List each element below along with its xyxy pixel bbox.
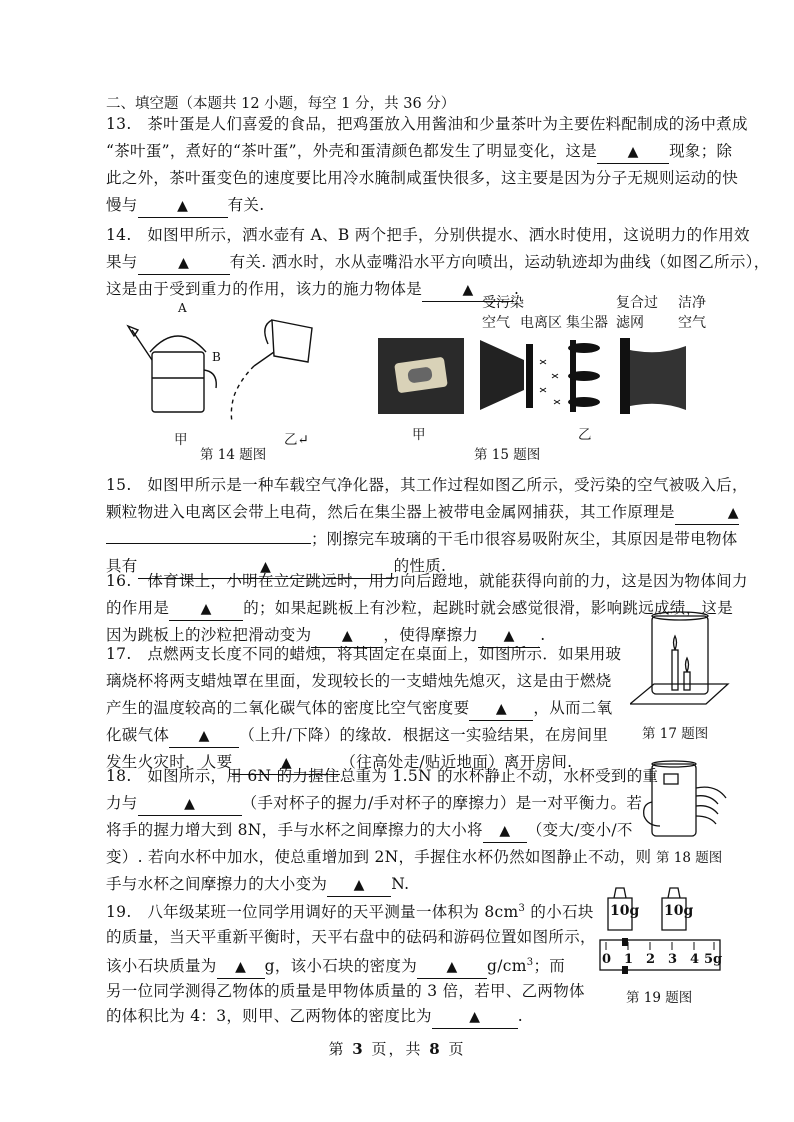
total-page-number: 8	[429, 1040, 442, 1058]
fig15-label-clean-2: 空气	[678, 315, 706, 331]
fig15-label-filter-2: 滤网	[616, 315, 644, 331]
q14-line3-tail: .	[514, 280, 520, 298]
q19-blank-3[interactable]	[432, 1005, 518, 1029]
blank-triangle: ▲	[495, 701, 507, 717]
q19-line1-tail: 的小石块	[525, 903, 594, 922]
purifier-diagram	[480, 330, 690, 418]
q15-line3-text: ；刚擦完车玻璃的干毛巾很容易吸附灰尘，其原因是带电物体	[311, 530, 738, 548]
hand-cup-figure	[630, 758, 730, 842]
air-purifier-photo	[378, 338, 464, 414]
fig15-label-filter-1: 复合过	[616, 295, 658, 311]
fig14-label-b: B	[212, 350, 221, 364]
weight-label-1: 10g	[610, 903, 640, 919]
fig15-label-yi: 乙	[578, 427, 592, 443]
q16-line3-mid: ，使得摩擦力	[383, 626, 479, 644]
q15-blank-1-cont[interactable]	[106, 543, 311, 544]
q14-line2-tail: 有关. 洒水时，水从壶嘴沿水平方向喷出，运动轨迹却为曲线（如图乙所示），	[229, 253, 770, 271]
q17-line2: 璃烧杯将两支蜡烛罩在里面，发现较长的一支蜡烛先熄灭，这是由于燃烧	[106, 672, 612, 690]
footer-mid: 页，共	[364, 1040, 430, 1058]
blank-triangle: ▲	[280, 755, 292, 771]
candle-beaker-figure	[630, 608, 730, 718]
fig14-caption: 第 14 题图	[200, 447, 267, 463]
q17-blank-2[interactable]	[169, 724, 239, 748]
q18-line2-text: 力与	[106, 794, 138, 812]
blank-triangle: ▲	[469, 1009, 481, 1026]
fig14-label-a: A	[178, 301, 187, 315]
q16-blank-1[interactable]	[169, 597, 243, 621]
q19-line3-sup: 3	[526, 957, 534, 969]
question-17	[106, 641, 636, 776]
scale-tick-1: 1	[624, 952, 634, 967]
q15-blank-1[interactable]	[675, 501, 739, 525]
question-14	[106, 222, 770, 303]
blank-triangle: ▲	[462, 282, 474, 298]
q15-line1: 15. 如图甲所示是一种车载空气净化器，其工作过程如图乙所示，受污染的空气被吸入后，	[106, 476, 748, 494]
blank-triangle: ▲	[727, 505, 739, 521]
q18-line1: 18. 如图所示，用 6N 的力握住总重为 1.5N 的水杯静止不动，水杯受到的重	[106, 767, 659, 785]
fig18-caption: 第 18 题图	[656, 850, 723, 866]
blank-triangle: ▲	[446, 959, 458, 976]
q17-line3-text: 产生的温度较高的二氧化碳气体的密度比空气密度要	[106, 699, 470, 717]
q19-line1-sup: 3	[518, 903, 526, 914]
q18-line2-tail: （手对杯子的握力/手对杯子的摩擦力）是一对平衡力。若	[241, 794, 643, 812]
q16-line2-text: 的作用是	[106, 599, 170, 617]
q13-blank-1[interactable]	[597, 140, 669, 164]
fig15-label-ion: 电离区	[520, 315, 562, 331]
fig14-label-yi: 乙↵	[284, 432, 309, 448]
q17-line4-text: 化碳气体	[106, 726, 170, 744]
q16-line3-text: 因为跳板上的沙粒把滑动变为	[106, 626, 312, 644]
blank-triangle: ▲	[200, 601, 212, 617]
fig19-caption: 第 19 题图	[626, 990, 693, 1006]
q19-blank-2[interactable]	[417, 955, 487, 979]
scale-tick-3: 3	[668, 952, 678, 967]
blank-triangle: ▲	[235, 959, 247, 976]
q13-line1: 13. 茶叶蛋是人们喜爱的食品，把鸡蛋放入用酱油和少量茶叶为主要佐料配制成的汤中煮成	[106, 115, 748, 133]
q19-line1-text: 19. 八年级某班一位同学用调好的天平测量一体积为 8cm	[106, 903, 519, 922]
q13-line4-text: 慢与	[106, 196, 138, 214]
q13-line2-tail: 现象；除	[669, 142, 733, 160]
fig15-label-clean-1: 洁净	[678, 295, 706, 311]
q15-line4-text: 具有	[106, 557, 138, 575]
q17-line5-text: 发生火灾时，人要	[106, 753, 233, 771]
q17-line1: 17. 点燃两支长度不同的蜡烛，将其固定在桌面上，如图所示．如果用玻	[106, 645, 622, 663]
fig17-caption: 第 17 题图	[642, 726, 709, 742]
q15-line4-tail: 的性质.	[393, 557, 447, 575]
q16-line1: 16. 体育课上，小明在立定跳远时，用力向后蹬地，就能获得向前的力，这是因为物体间力	[106, 572, 748, 590]
q19-line4: 另一位同学测得乙物体的质量是甲物体质量的 3 倍，若甲、乙两物体	[106, 982, 585, 1001]
q19-line3-unit: g/cm	[487, 957, 527, 976]
fig15-caption: 第 15 题图	[474, 447, 541, 463]
question-18	[106, 763, 659, 898]
q19-line3-text: 该小石块质量为	[106, 957, 217, 976]
footer-suffix: 页	[441, 1040, 466, 1058]
current-page-number: 3	[352, 1040, 365, 1058]
q19-line5-text: 的体积比为 4：3，则甲、乙两物体的密度比为	[106, 1007, 432, 1026]
q14-line1: 14. 如图甲所示，洒水壶有 A、B 两个把手，分别供提水、洒水时使用，这说明力的作用效	[106, 226, 750, 244]
scale-tick-2: 2	[646, 952, 656, 967]
footer-prefix: 第	[328, 1040, 353, 1058]
q18-blank-2[interactable]	[483, 819, 527, 843]
q18-line5-tail: N.	[391, 875, 410, 893]
q19-blank-1[interactable]	[217, 955, 265, 979]
q16-line3-tail: .	[540, 626, 546, 644]
q14-blank-1[interactable]	[138, 251, 230, 275]
question-15	[106, 472, 748, 580]
fig15-label-jia: 甲	[412, 427, 426, 443]
blank-triangle: ▲	[178, 255, 190, 271]
blank-triangle: ▲	[177, 198, 189, 214]
blank-triangle: ▲	[198, 728, 210, 744]
q17-blank-1[interactable]	[469, 697, 533, 721]
q19-line3-mid: g，该小石块的密度为	[264, 957, 418, 976]
blank-triangle: ▲	[503, 628, 515, 644]
q18-blank-1[interactable]	[138, 792, 242, 816]
q18-line5-text: 手与水杯之间摩擦力的大小变为	[106, 875, 328, 893]
q18-line3-text: 将手的握力增大到 8N，手与水杯之间摩擦力的大小将	[106, 821, 483, 839]
blank-triangle: ▲	[353, 877, 365, 893]
q13-line4-tail: 有关.	[227, 196, 265, 214]
scale-tick-0: 0	[602, 952, 612, 967]
watering-can-figure	[122, 300, 322, 430]
question-13	[106, 111, 748, 219]
fig15-label-dust: 集尘器	[566, 315, 608, 331]
q18-line3-tail: （变大/变小/不	[526, 821, 633, 839]
fig15-label-polluted: 受污染	[482, 295, 524, 311]
q17-line4-tail: （上升/下降）的缘故．根据这一实验结果，在房间里	[239, 726, 609, 744]
q13-blank-2[interactable]	[138, 194, 228, 218]
section-title: 二、填空题（本题共 12 小题，每空 1 分，共 36 分）	[106, 96, 456, 112]
blank-triangle: ▲	[260, 559, 272, 575]
q18-blank-3[interactable]	[327, 873, 391, 897]
weight-label-2: 10g	[664, 903, 694, 919]
q14-line2-text: 果与	[106, 253, 138, 271]
blank-triangle: ▲	[499, 823, 511, 839]
blank-triangle: ▲	[627, 144, 639, 160]
q17-line5-tail: （往高处走/贴近地面）离开房间.	[340, 753, 573, 771]
q15-line2-text: 颗粒物进入电离区会带上电荷，然后在集尘器上被带电金属网捕获，其工作原理是	[106, 503, 675, 521]
q13-line2-text: “茶叶蛋”，煮好的“茶叶蛋”，外壳和蛋清颜色都发生了明显变化，这是	[106, 142, 598, 160]
q16-line2-tail: 的；如果起跳板上有沙粒，起跳时就会感觉很滑，影响跳远成绩，这是	[243, 599, 734, 617]
q17-line3-tail: ，从而二氧	[533, 699, 613, 717]
fig14-label-jia: 甲	[174, 432, 188, 448]
blank-triangle: ▲	[341, 628, 353, 644]
q18-line4: 变）. 若向水杯中加水，使总重增加到 2N，手握住水杯仍然如图静止不动，则	[106, 848, 652, 866]
scale-tick-5: 5g	[704, 952, 723, 967]
question-19	[106, 896, 626, 1029]
scale-tick-4: 4	[690, 952, 700, 967]
page-footer	[0, 1038, 794, 1059]
fig15-label-air: 空气	[482, 315, 510, 331]
q14-line3-text: 这是由于受到重力的作用，该力的施力物体是	[106, 280, 423, 298]
q19-line3-tail: ；而	[533, 957, 566, 976]
q19-line5-tail: .	[517, 1007, 523, 1026]
q19-line2: 的质量，当天平重新平衡时，天平右盘中的砝码和游码位置如图所示，	[106, 928, 596, 947]
q13-line3: 此之外，茶叶蛋变色的速度要比用冷水腌制咸蛋快很多，这主要是因为分子无规则运动的快	[106, 169, 739, 187]
blank-triangle: ▲	[184, 796, 196, 812]
